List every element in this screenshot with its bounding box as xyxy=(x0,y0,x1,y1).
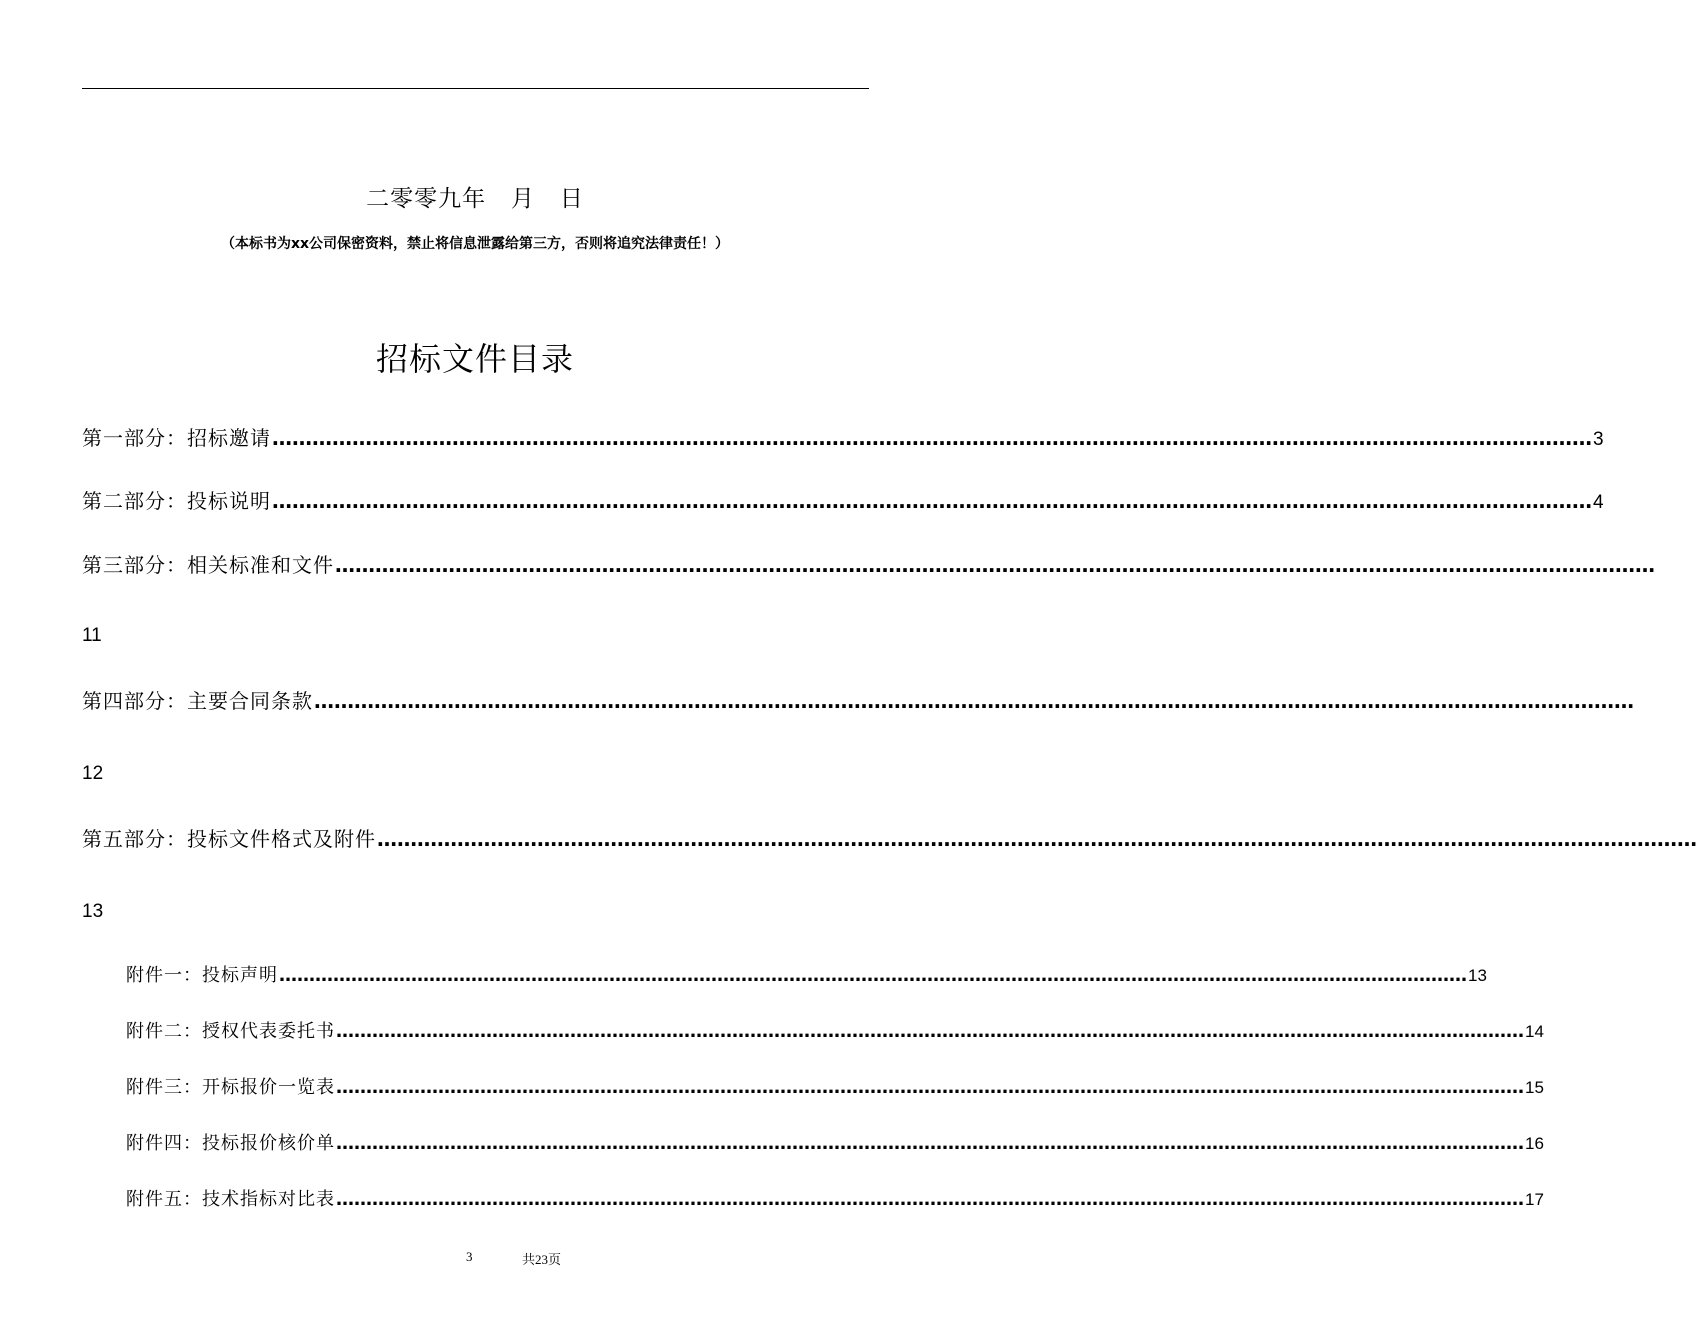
footer-total-pages: 共23页 xyxy=(522,1252,562,1267)
header-rule xyxy=(82,88,869,89)
toc-attachment-entry[interactable] xyxy=(126,961,1487,993)
toc-entry-label: 第四部分：主要合同条款 xyxy=(82,689,313,713)
toc-leader-dots: ……………………………………………………………………………………………………………………………………………………………………………… xyxy=(377,827,1697,851)
toc-entry-label: 第二部分：投标说明 xyxy=(82,489,271,513)
toc-attachment-entry[interactable] xyxy=(126,1129,1544,1161)
toc-entry-page: 4 xyxy=(1593,492,1604,513)
toc-entry-label: 附件一：投标声明 xyxy=(126,965,278,986)
toc-entry-page: 13 xyxy=(82,901,104,922)
toc-entry[interactable] xyxy=(82,422,1604,454)
toc-entry-page: 13 xyxy=(1468,966,1487,985)
toc-attachment-entry[interactable] xyxy=(126,1073,1544,1105)
toc-entry-page: 17 xyxy=(1525,1190,1544,1209)
toc-leader-dots: ……………………………………………………………………………………………………………………………………………………………………………… xyxy=(336,1077,1524,1098)
toc-entry-page: 14 xyxy=(1525,1022,1544,1041)
toc-leader-dots: ……………………………………………………………………………………………………………………………………………………………………………… xyxy=(336,1021,1524,1042)
toc-leader-dots: ……………………………………………………………………………………………………………………………………………………………………………… xyxy=(336,1133,1524,1154)
toc-leader-dots: ……………………………………………………………………………………………………………………………………………………………………………… xyxy=(314,689,1634,713)
toc-leader-dots: ……………………………………………………………………………………………………………………………………………………………………………… xyxy=(279,965,1467,986)
toc-entry-page: 16 xyxy=(1525,1134,1544,1153)
date-line: 二零零九年 月 日 xyxy=(366,186,584,212)
toc-entry[interactable] xyxy=(82,549,1655,581)
toc-leader-dots: ……………………………………………………………………………………………………………………………………………………………………………… xyxy=(272,426,1592,450)
footer-page-number: 3 xyxy=(466,1249,473,1264)
toc-entry-label: 第三部分：相关标准和文件 xyxy=(82,553,334,577)
toc-attachment-entry[interactable] xyxy=(126,1185,1544,1217)
toc-entry[interactable] xyxy=(82,685,1634,717)
toc-entry[interactable] xyxy=(82,823,1697,855)
toc-entry-label: 附件四：投标报价核价单 xyxy=(126,1133,335,1154)
confidentiality-notice: （本标书为xx公司保密资料，禁止将信息泄露给第三方，否则将追究法律责任！） xyxy=(220,236,730,252)
toc-entry[interactable] xyxy=(82,485,1604,517)
toc-title: 招标文件目录 xyxy=(375,340,574,378)
toc-attachment-entry[interactable] xyxy=(126,1017,1544,1049)
toc-entry-label: 附件二：授权代表委托书 xyxy=(126,1021,335,1042)
toc-entry-label: 附件三：开标报价一览表 xyxy=(126,1077,335,1098)
toc-entry-page: 11 xyxy=(82,625,102,646)
toc-leader-dots: ……………………………………………………………………………………………………………………………………………………………………………… xyxy=(335,553,1655,577)
toc-entry-label: 第一部分：招标邀请 xyxy=(82,426,271,450)
toc-entry-page: 15 xyxy=(1525,1078,1544,1097)
toc-entry-page: 3 xyxy=(1593,429,1604,450)
toc-entry-label: 第五部分：投标文件格式及附件 xyxy=(82,827,376,851)
toc-entry-label: 附件五：技术指标对比表 xyxy=(126,1189,335,1210)
toc-leader-dots: ……………………………………………………………………………………………………………………………………………………………………………… xyxy=(336,1189,1524,1210)
toc-entry-page: 12 xyxy=(82,763,104,784)
toc-leader-dots: ……………………………………………………………………………………………………………………………………………………………………………… xyxy=(272,489,1592,513)
